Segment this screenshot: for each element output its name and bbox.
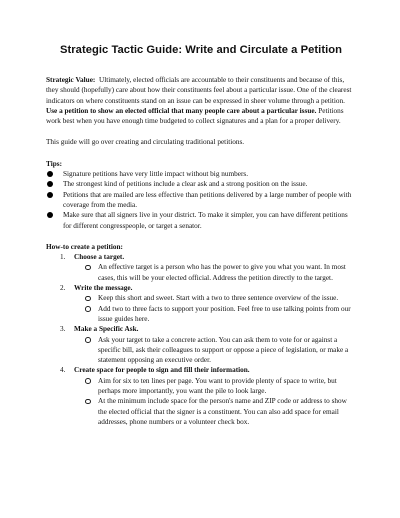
sub-item: [74, 262, 356, 283]
tip-text: The strongest kind of petitions include a clear ask and a strong position on the issue.: [63, 180, 308, 189]
sub-item: [74, 304, 356, 325]
hollow-bullet-icon: [85, 296, 91, 302]
step-subitems: [74, 376, 356, 427]
strategic-value-emphasis: Use a petition to show an elected official that many people care about a particular issue.: [46, 106, 317, 115]
step-title: Make a Specific Ask.: [74, 325, 139, 334]
strategic-value-text: Ultimately, elected officials are accountable to their constituents and because of this, they should (hopefully) care about how their constituents feel about a particular issue. One of the clearest indicators on where constituents stand on an issue can be expressed in sheer volume through a petition.: [46, 76, 352, 105]
hollow-bullet-icon: [85, 265, 91, 271]
tip-item: [46, 179, 356, 189]
step-2: [46, 283, 356, 324]
sub-item: [74, 396, 356, 427]
sub-item-text: An effective target is a person who has the power to give you what you want. In most cases, this will be your elected official. Address the petition directly to the target.: [98, 263, 346, 282]
step-subitems: [74, 262, 356, 283]
step-4: [46, 365, 356, 427]
step-number: 4.: [60, 366, 66, 375]
howto-steps: [46, 252, 356, 427]
hollow-bullet-icon: [85, 337, 91, 343]
sub-item-text: Keep this short and sweet. Start with a two to three sentence overview of the issue.: [98, 294, 339, 303]
step-title: Choose a target.: [74, 253, 125, 262]
sub-item: [74, 376, 356, 397]
step-number: 1.: [60, 253, 66, 262]
strategic-value-label: Strategic Value:: [46, 76, 96, 84]
tips-heading: Tips:: [46, 159, 62, 168]
hollow-bullet-icon: [85, 399, 91, 405]
bullet-icon: [47, 212, 53, 218]
sub-item-text: Add two to three facts to support your position. Feel free to use talking points from our issue guides here.: [98, 304, 351, 323]
tip-item: [46, 169, 356, 179]
tips-list: [46, 169, 356, 231]
tip-item: [46, 190, 356, 211]
page-title: Strategic Tactic Guide: Write and Circulate a Petition: [59, 44, 343, 56]
sub-item-text: Aim for six to ten lines per page. You want to provide plenty of space to write, but perhaps more importantly, you want the pile to look large.: [98, 376, 337, 396]
hollow-bullet-icon: [85, 306, 91, 312]
tip-text: Petitions that are mailed are less effective than petitions delivered by a large number of people with coverage from the media.: [63, 190, 352, 209]
tip-item: [46, 210, 356, 231]
sub-item: [74, 335, 356, 366]
step-subitems: [74, 293, 356, 324]
guide-intro: This guide will go over creating and circulating traditional petitions.: [46, 138, 245, 147]
bullet-icon: [47, 192, 53, 198]
strategic-value-paragraph: [46, 75, 356, 126]
step-number: 3.: [60, 325, 66, 334]
sub-item-text: At the minimum include space for the person's name and ZIP code or address to show the elected official that the signer is a constituent. You can also add space for email addresses, phone numbers or a volunteer check box.: [98, 397, 347, 426]
step-1: [46, 252, 356, 283]
step-title: Create space for people to sign and fill their information.: [74, 366, 250, 375]
bullet-icon: [47, 171, 53, 177]
tip-text: Signature petitions have very little impact without big numbers.: [63, 170, 249, 179]
bullet-icon: [47, 181, 53, 187]
step-number: 2.: [60, 284, 66, 293]
sub-item: [74, 293, 356, 303]
howto-heading: How-to create a petition:: [46, 242, 123, 251]
step-title: Write the message.: [74, 284, 133, 293]
sub-item-text: Ask your target to take a concrete action. You can ask them to vote for or against a specific bill, ask their colleagues to support or oppose a piece of legislation, or make a statement opposing an executive order.: [98, 335, 349, 365]
step-3: [46, 324, 356, 365]
step-subitems: [74, 335, 356, 366]
strategic-value-text-2: Petitions work best when you have enough time budgeted to collect signatures and a plan for a proper delivery.: [46, 106, 344, 126]
hollow-bullet-icon: [85, 378, 91, 384]
tip-text: Make sure that all signers live in your district. To make it simpler, you can have different petitions for different congresspeople, or target a senator.: [63, 211, 348, 230]
